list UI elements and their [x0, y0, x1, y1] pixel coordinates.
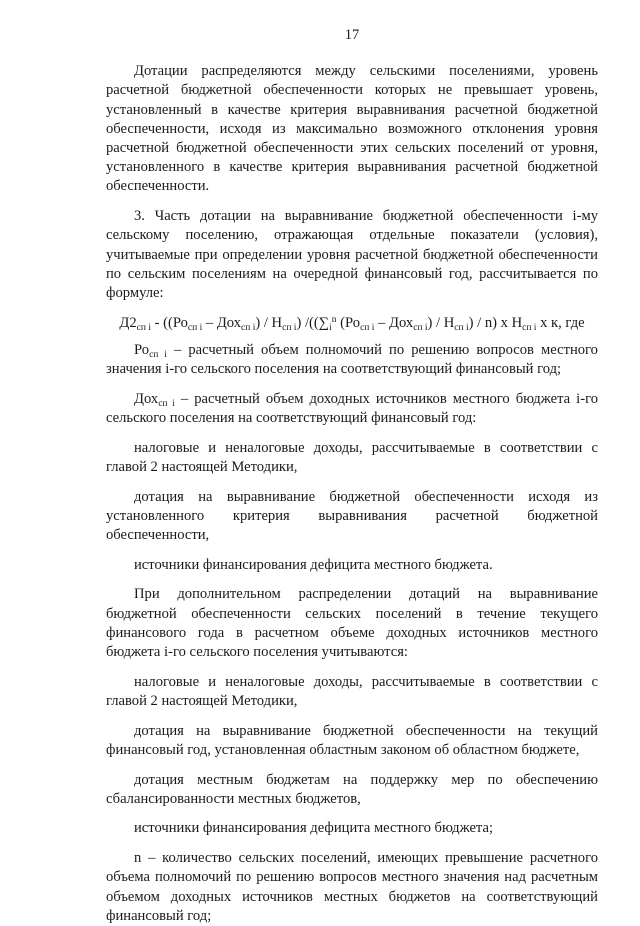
paragraph-part-3: 3. Часть дотации на выравнивание бюджетной обеспеченности i-му сельскому поселению, отражающая отдельные показатели (условия), учитываемые при определении уровня расчетной бюджетной обеспеченности по сельским поселениям на очередной финансовый год, рассчитывается по формуле:	[106, 208, 598, 301]
list-item: налоговые и неналоговые доходы, рассчитываемые в соответствии с главой 2 настоящей Методики,	[106, 673, 598, 709]
list-item: дотация местным бюджетам на поддержку мер по обеспечению сбалансированности местных бюджетов,	[106, 771, 598, 807]
paragraph-additional-distribution: При дополнительном распределении дотаций на выравнивание бюджетной обеспеченности сельских поселений в течение текущего финансового года в расчетном объеме доходных источников местного бюджета i-го сельского поселения учитываются:	[106, 586, 598, 660]
list-item: источники финансирования дефицита местного бюджета.	[134, 556, 493, 573]
page-number: 17	[344, 27, 360, 43]
list-item: налоговые и неналоговые доходы, рассчитываемые в соответствии с главой 2 настоящей Методики,	[106, 439, 598, 475]
formula: $Д2_{сп i} - ((Ро_{сп i} - Дох_{сп i}) / Н_{сп i})$ $/((\sum_i^n$ $(Ро_{сп i} - Дох_{сп i}) / Н_{сп i}) / n$) х $Н_{сп i}$ х к, где	[119, 314, 585, 333]
definition-n: n – количество сельских поселений, имеющих превышение расчетного объема полномочий по решению вопросов местного значения над расчетным объемом доходных источников местных бюджетов на соответствующий финансовый год;	[106, 850, 598, 924]
definition-dox: Дох$_{сп i}$ – расчетный объем доходных источников местного бюджета i-го сельского поселения на соответствующий финансовый год:	[106, 390, 598, 426]
list-item: источники финансирования дефицита местного бюджета;	[134, 820, 494, 837]
list-item: дотация на выравнивание бюджетной обеспеченности на текущий финансовый год, установленная областным законом об областном бюджете,	[106, 722, 598, 758]
list-item: дотация на выравнивание бюджетной обеспеченности исходя из установленного критерия выравнивания расчетной бюджетной обеспеченности,	[106, 488, 598, 543]
definition-ro: $Ро_{сп i}$ – расчетный объем полномочий по решению вопросов местного значения i-го сельского поселения на соответствующий финансовый год;	[106, 341, 598, 378]
paragraph-dotation-distribution: Дотации распределяются между сельскими поселениями, уровень расчетной бюджетной обеспеченности которых не превышает уровень, установленный в качестве критерия выравнивания расчетной бюджетной обеспеченности, исходя из максимально возможного отклонения уровня расчетной бюджетной обеспеченности этих сельских поселений от уровня, установленного в качестве критерия выравнивания расчетной бюджетной обеспеченности.	[106, 63, 598, 195]
